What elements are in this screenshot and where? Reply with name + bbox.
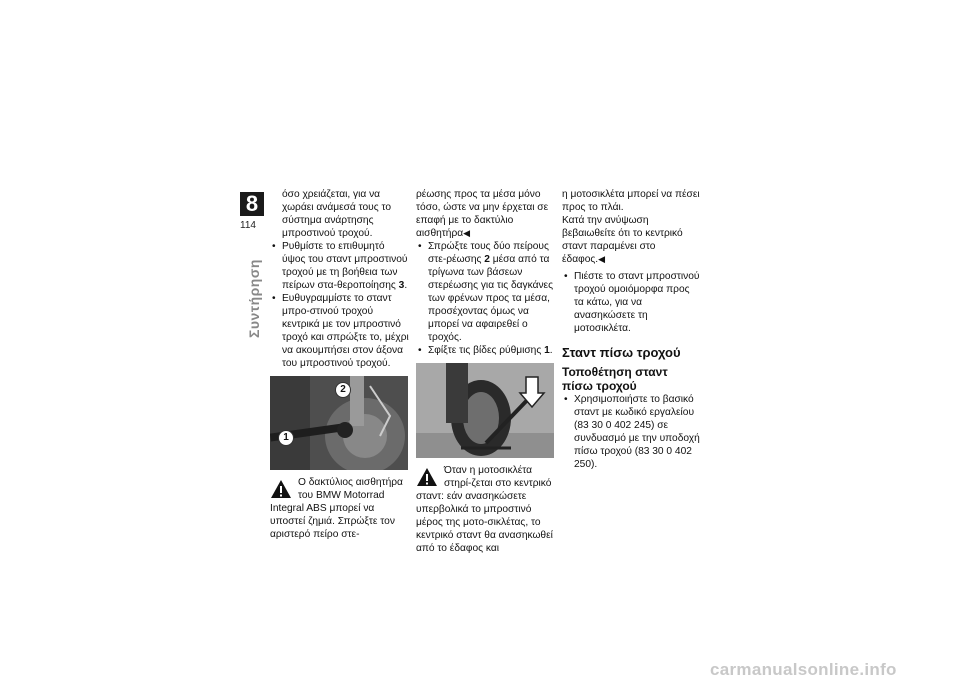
column-3	[562, 188, 700, 471]
paragraph: Κατά την ανύψωση βεβαιωθείτε ότι το κεντρικό σταντ παραμένει στο έδαφος.◀	[562, 215, 683, 265]
warning-icon	[270, 479, 292, 499]
paragraph: ρέωσης προς τα μέσα μόνο τόσο, ώστε να μην έρχεται σε επαφή με το δακτύλιο αισθητήρα◀	[416, 189, 549, 239]
paragraph: η μοτοσικλέτα μπορεί να πέσει προς το πλάι.	[562, 189, 700, 213]
watermark: carmanualsonline.info	[710, 660, 897, 679]
subsection-heading: Τοποθέτηση σταντ πίσω τροχού	[562, 365, 668, 393]
chapter-sidebar	[240, 192, 264, 231]
bullet-item: • Χρησιμοποιήστε το βασικό σταντ με κωδικό εργαλείου (83 30 0 402 245) σε συνδυασμό με την υποδοχή πίσω τροχού (83 30 0 402 250).	[562, 393, 700, 471]
section-title: Συντήρηση	[246, 259, 262, 338]
stand-illustration	[416, 363, 554, 458]
bullet-item: • Ρυθμίστε το επιθυμητό ύψος του σταντ μπροστινού τροχού με τη βοήθεια των πείρων στα-θεροποίησης 3.	[270, 240, 410, 292]
callout-1: 1	[278, 430, 294, 446]
warning-block	[416, 464, 554, 555]
chapter-badge: 8	[240, 192, 264, 216]
bullet-item: • Σπρώξτε τους δύο πείρους στε-ρέωσης 2 μέσα από τα τρίγωνα των βάσεων στερέωσης για τις δαγκάνες των φρένων προς τα μέσα, προσέχοντας όμως να μπορεί να αφαιρεθεί ο τροχός.	[416, 240, 554, 344]
bullet-item: • Πιέστε το σταντ μπροστινού τροχού ομοιόμορφα προς τα κάτω, για να ανασηκώσετε τη μοτοσικλέτα.	[562, 270, 700, 335]
warning-icon	[416, 467, 438, 487]
front-stand-lift-photo	[416, 363, 554, 458]
front-stand-photo	[270, 376, 408, 470]
warning-text: Όταν η μοτοσικλέτα στηρί-ζεται στο κεντρικό σταντ: εάν ανασηκώσετε υπερβολικά το μπροστινό μέρος της μοτο-σικλέτας, το κεντρικό σταντ θα ανασηκωθεί από το έδαφος και	[416, 465, 553, 554]
warning-block	[270, 476, 410, 541]
paragraph: όσο χρειάζεται, για να χωράει ανάμεσά τους το σύστημα ανάρτησης μπροστινού τροχού.	[282, 189, 392, 239]
column-2	[416, 188, 554, 555]
bullet-item: • Ευθυγραμμίστε το σταντ μπρο-στινού τροχού κεντρικά με τον μπροστινό τροχό και σπρώξτε το, μέχρι να ακουμπήσει στον άξονα του μπροστινού τροχού.	[270, 292, 410, 370]
warning-text: Ο δακτύλιος αισθητήρα του BMW Motorrad Integral ABS μπορεί να υποστεί ζημιά. Σπρώξτε τον αριστερό πείρο στε-	[270, 477, 403, 540]
column-1	[270, 188, 410, 541]
section-heading: Σταντ πίσω τροχού	[562, 345, 681, 360]
end-mark-icon: ◀	[598, 254, 606, 264]
callout-2: 2	[335, 382, 351, 398]
bullet-item: • Σφίξτε τις βίδες ρύθμισης 1.	[416, 344, 554, 357]
page-number: 114	[240, 220, 256, 231]
end-mark-icon: ◀	[463, 228, 471, 238]
